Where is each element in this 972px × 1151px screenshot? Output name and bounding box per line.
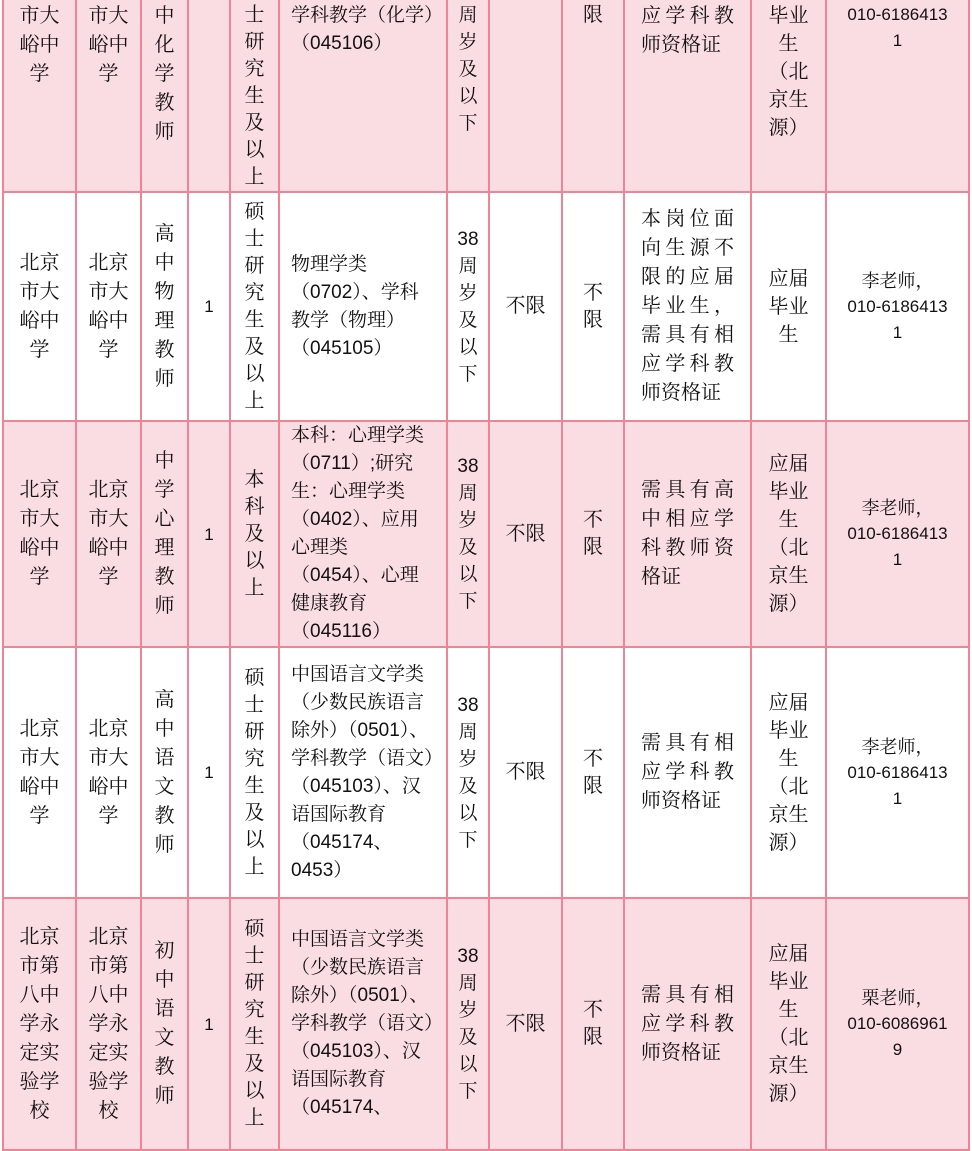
cell-candidate-source: 应届毕业生（北京生源） — [751, 421, 826, 647]
cell-contact-info — [826, 0, 969, 192]
contact-person: 李老师， — [861, 498, 934, 518]
cell-school-name: 北京市大峪中学 — [3, 647, 76, 898]
recruitment-table — [2, 0, 970, 1151]
cell-school-name: 北京市第八中学永定实验学校 — [3, 898, 76, 1150]
cell-contact-info — [826, 898, 969, 1150]
contact-phone: 010-60869619 — [847, 1014, 948, 1059]
contact-person: 栗老师， — [861, 988, 934, 1008]
job-table-body — [3, 0, 969, 1150]
cell-contact-info — [826, 192, 969, 421]
cell-school-name: 北京市大峪中学 — [3, 192, 76, 421]
cell-age-limit: 38周岁及以下 — [447, 898, 489, 1150]
cell-school-name: 市大峪中学 — [3, 0, 76, 192]
cell-other-req: 应学科教师资格证 — [624, 0, 751, 192]
cell-contact-info — [826, 647, 969, 898]
cell-education-req: 本科及以上 — [230, 421, 279, 647]
cell-education-req: 硕士研究生及以上 — [230, 898, 279, 1150]
cell-headcount: 1 — [188, 192, 230, 421]
cell-candidate-source: 应届毕业生（北京生源） — [751, 647, 826, 898]
cell-employer-name: 北京市大峪中学 — [76, 192, 141, 421]
contact-phone: 010-61864131 — [847, 762, 948, 808]
cell-position-title: 中学心理教师 — [141, 421, 188, 647]
cell-position-title: 高中语文教师 — [141, 647, 188, 898]
cell-other-req: 需具有相应学科教师资格证 — [624, 898, 751, 1150]
contact-phone: 010-61864131 — [847, 296, 948, 342]
contact-person: 李老师， — [861, 270, 934, 291]
cell-major-req: 本科：心理学类（0711）;研究生：心理学类（0402）、应用心理类（0454）、心理健康教育（045116） — [279, 421, 447, 647]
table-row — [3, 898, 969, 1150]
cell-other-req: 本岗位面向生源不限的应届毕业生，需具有相应学科教师资格证 — [624, 192, 751, 421]
cell-major-req: 物理学类（0702）、学科教学（物理）（045105） — [279, 192, 447, 421]
cell-employer-name: 北京市第八中学永定实验学校 — [76, 898, 141, 1150]
cell-contact-info — [826, 421, 969, 647]
cell-gender-limit: 不限 — [489, 647, 562, 898]
cell-employer-name: 北京市大峪中学 — [76, 421, 141, 647]
cell-hukou-limit: 不限 — [562, 192, 624, 421]
cell-major-req: 中国语言文学类（少数民族语言除外）（0501）、学科教学（语文）（045103）、汉语国际教育（045174、0453） — [279, 647, 447, 898]
cell-gender-limit: 不限 — [489, 898, 562, 1150]
cell-hukou-limit: 不限 — [562, 421, 624, 647]
cell-candidate-source: 毕业生（北京生源） — [751, 0, 826, 192]
cell-employer-name: 市大峪中学 — [76, 0, 141, 192]
table-row — [3, 647, 969, 898]
cell-headcount: 1 — [188, 421, 230, 647]
cell-education-req: 硕士研究生及以上 — [230, 192, 279, 421]
cell-headcount: 1 — [188, 898, 230, 1150]
cell-hukou-limit: 限 — [562, 0, 624, 192]
cell-position-title: 中化学教师 — [141, 0, 188, 192]
contact-phone: 010-61864131 — [847, 524, 948, 569]
document-sheet — [2, 0, 970, 1151]
cell-age-limit: 38周岁及以下 — [447, 192, 489, 421]
cell-major-req: 中国语言文学类（少数民族语言除外）（0501）、学科教学（语文）（045103）、汉语国际教育（045174、 — [279, 898, 447, 1150]
table-row — [3, 421, 969, 647]
cell-age-limit: 38周岁及以下 — [447, 647, 489, 898]
cell-employer-name: 北京市大峪中学 — [76, 647, 141, 898]
table-row — [3, 0, 969, 192]
cell-gender-limit: 不限 — [489, 421, 562, 647]
table-row — [3, 192, 969, 421]
cell-gender-limit — [489, 0, 562, 192]
contact-phone: 010-61864131 — [847, 5, 948, 50]
cell-education-req: 硕士研究生及以上 — [230, 647, 279, 898]
cell-gender-limit: 不限 — [489, 192, 562, 421]
cell-candidate-source: 应届毕业生（北京生源） — [751, 898, 826, 1150]
cell-hukou-limit: 不限 — [562, 898, 624, 1150]
cell-headcount — [188, 0, 230, 192]
cell-education-req: 士研究生及以上 — [230, 0, 279, 192]
cell-age-limit: 周岁及以下 — [447, 0, 489, 192]
cell-headcount: 1 — [188, 647, 230, 898]
cell-position-title: 高中物理教师 — [141, 192, 188, 421]
cell-hukou-limit: 不限 — [562, 647, 624, 898]
cell-position-title: 初中语文教师 — [141, 898, 188, 1150]
cell-age-limit: 38周岁及以下 — [447, 421, 489, 647]
cell-other-req: 需具有相应学科教师资格证 — [624, 647, 751, 898]
cell-candidate-source: 应届毕业生 — [751, 192, 826, 421]
contact-person: 李老师， — [861, 736, 934, 757]
cell-school-name: 北京市大峪中学 — [3, 421, 76, 647]
cell-other-req: 需具有高中相应学科教师资格证 — [624, 421, 751, 647]
cell-major-req: 学科教学（化学）（045106） — [279, 0, 447, 192]
